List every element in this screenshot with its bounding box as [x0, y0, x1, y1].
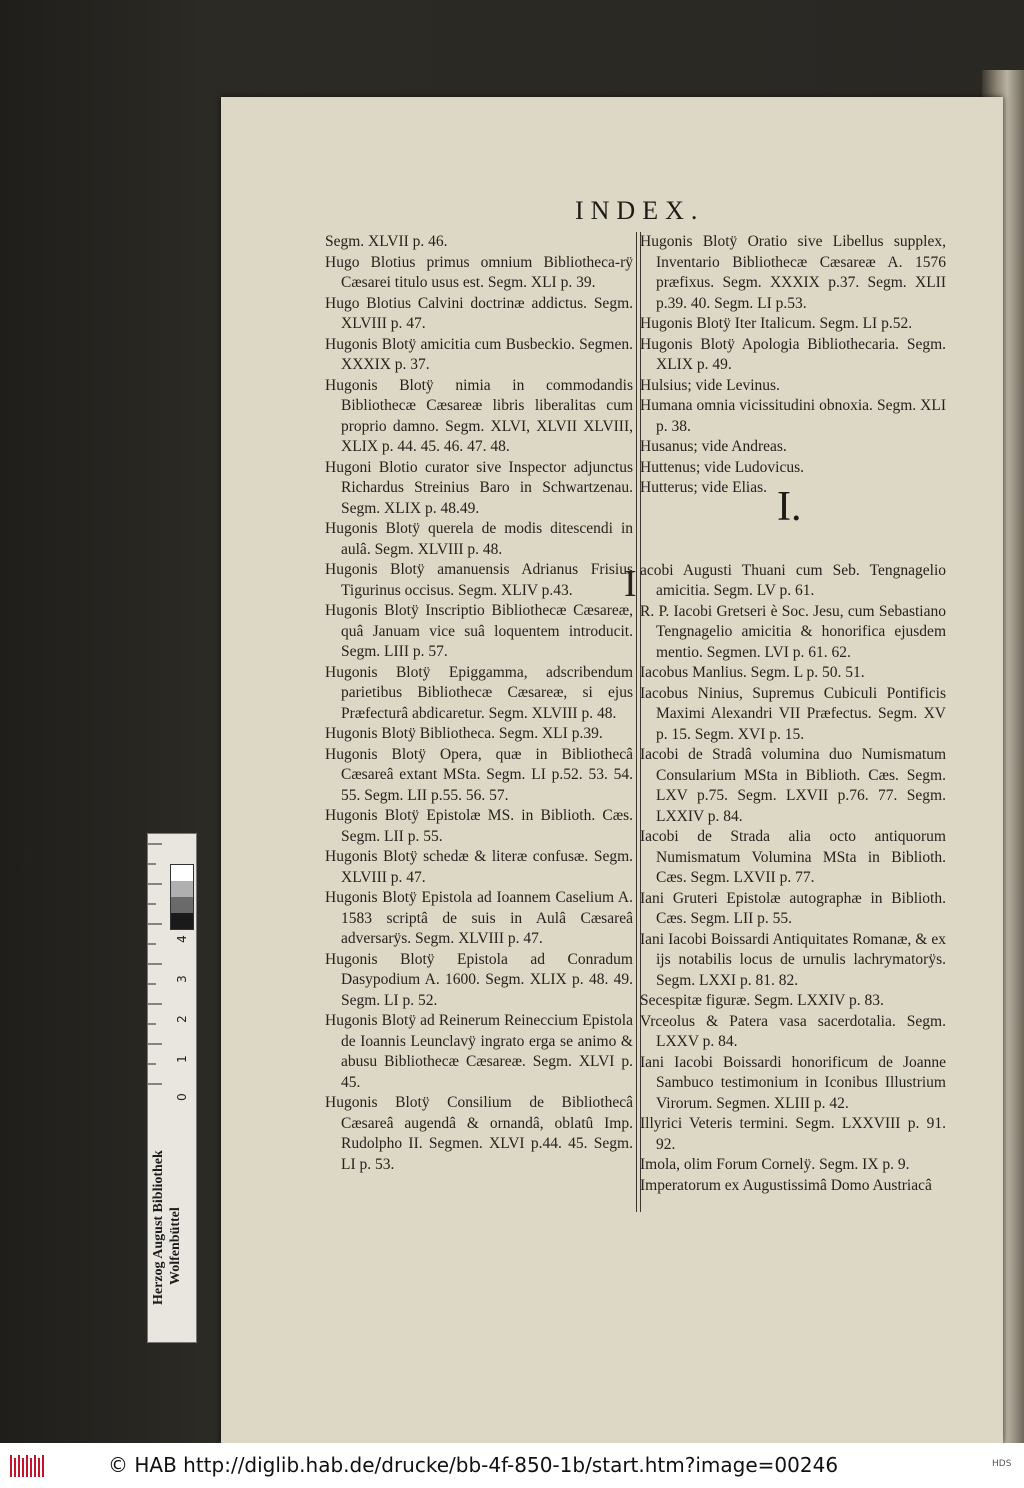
- footer-copyright-url[interactable]: © HAB http://diglib.hab.de/drucke/bb-4f-850-1b/start.htm?image=00246: [108, 1453, 839, 1477]
- index-entry: Hugonis Blotÿ nimia in commodandis Bibliothecæ Cæsareæ libris liberalitas cum proprio damno. Segm. XLVI, XLVII XLVIII, XLIX p. 44. 45. 46. 47. 48.: [325, 376, 633, 455]
- index-entry: Hugonis Blotÿ Epistola ad Ioannem Caselium A. 1583 scriptâ de suis in Aulâ Cæsareâ adversarÿs. Segm. XLVIII p. 47.: [325, 889, 633, 947]
- ruler-number-3: 3: [174, 975, 189, 983]
- ruler-number-4: 4: [174, 935, 189, 943]
- index-entry: Imperatorum ex Augustissimâ Domo Austriacâ: [640, 1176, 932, 1194]
- index-entry: Hulsius; vide Levinus.: [640, 376, 780, 394]
- index-entry: Humana omnia vicissitudini obnoxia. Segm. XLI p. 38.: [640, 397, 946, 435]
- gray-swatch: [170, 864, 194, 930]
- index-entry: Hugonis Blotÿ Consilium de Bibliothecâ Cæsareâ augendâ & ornandâ, oblatû Imp. Rudolpho II. Segmen. XLVI p.44. 45. Segm. LI p. 53.: [325, 1094, 633, 1173]
- index-entry: Iacobi de Strada alia octo antiquorum Numismatum Volumina MSta in Biblioth. Cæs. Segm. LXVII p. 77.: [640, 828, 946, 886]
- index-entry: Iani Gruteri Epistolæ autographæ in Biblioth. Cæs. Segm. LII p. 55.: [640, 889, 946, 927]
- ruler-number-2: 2: [174, 1015, 189, 1023]
- index-entry: Iacobus Manlius. Segm. L p. 50. 51.: [640, 664, 865, 681]
- hab-logo-icon: [8, 1452, 48, 1480]
- index-entry: Hugonis Blotÿ amanuensis Adrianus Frisius Tigurinus occisus. Segm. XLIV p.43.: [325, 561, 633, 599]
- index-entry: Hugonis Blotÿ schedæ & literæ confusæ. Segm. XLVIII p. 47.: [325, 848, 633, 886]
- ruler-number-0: 0: [174, 1093, 189, 1101]
- index-entry: Hutterus; vide Elias.: [640, 479, 767, 496]
- right-column-entries-h: [640, 232, 946, 499]
- index-entry: Hugo Blotius primus omnium Bibliotheca-rÿ Cæsarei titulo usus est. Segm. XLI p. 39.: [325, 253, 633, 291]
- right-column-entries-i: [640, 561, 946, 1197]
- index-entry: Huttenus; vide Ludovicus.: [640, 458, 805, 476]
- index-entry: Hugonis Blotÿ Epiggamma, adscribendum parietibus Bibliothecæ Cæsareæ, si ejus Præfecturâ abdicaretur. Segm. XLVIII p. 48.: [325, 663, 633, 722]
- index-entry: Hugonis Blotÿ Epistola ad Conradum Dasypodium A. 1600. Segm. XLIX p. 48. 49. Segm. LI p. 52.: [325, 950, 633, 1009]
- index-entry: Iacobi de Stradâ volumina duo Numismatum Consularium MSta in Biblioth. Cæs. Segm. LXV p.75. Segm. LXVII p.76. 77. Segm. LXXIV p. 84.: [640, 746, 946, 825]
- left-column: [325, 232, 633, 1175]
- index-entry: Hugo Blotius Calvini doctrinæ addictus. Segm. XLVIII p. 47.: [325, 294, 633, 332]
- swatch-mid: [171, 897, 193, 913]
- institution-line-1: Herzog August Bibliothek: [151, 1150, 166, 1305]
- gray-scale-label: Gray Scale: [20, 812, 33, 872]
- index-entry: Hugonis Blotÿ Epistolæ MS. in Biblioth. Cæs. Segm. LII p. 55.: [325, 807, 633, 845]
- index-entry: R. P. Iacobi Gretseri è Soc. Jesu, cum Sebastiano Tengnagelio amicitia & honorifica ejusdem mentio. Segmen. LVI p. 61. 62.: [640, 602, 946, 661]
- swatch-white: [171, 865, 193, 881]
- index-entry: Illyrici Veteris termini. Segm. LXXVIII p. 91. 92.: [640, 1115, 946, 1153]
- index-entry: Hugonis Blotÿ Inscriptio Bibliothecæ Cæsareæ, quâ Januam vice suâ loquentem introducit. Segm. LIII p. 57.: [325, 602, 633, 660]
- index-entry: Secespitæ figuræ. Segm. LXXIV p. 83.: [640, 992, 884, 1009]
- page-title: INDEX.: [575, 196, 705, 225]
- index-entry: Hugonis Blotÿ ad Reinerum Reineccium Epistola de Ioannis Leunclavÿ ingrato erga se animo & abusu Bibliothecæ Cæsareæ. Segm. XLVI p. 45.: [325, 1012, 633, 1091]
- institution-line-2: Wolfenbüttel: [168, 1207, 183, 1285]
- institution-label: [150, 1150, 184, 1305]
- right-column: [640, 232, 946, 1196]
- index-entry: Vrceolus & Patera vasa sacerdotalia. Segm. LXXV p. 84.: [640, 1012, 946, 1050]
- index-entry: Hugoni Blotio curator sive Inspector adjunctus Richardus Streinius Baro in Schwartzenau. Segm. XLIX p. 48.49.: [325, 458, 633, 517]
- index-entry: Hugonis Blotÿ Apologia Bibliothecaria. Segm. XLIX p. 49.: [640, 335, 946, 373]
- section-letter: I.: [777, 484, 802, 530]
- swatch-dark: [171, 913, 193, 929]
- index-entry: Hugonis Blotÿ Iter Italicum. Segm. LI p.52.: [640, 315, 913, 332]
- index-entry: Imola, olim Forum Cornelÿ. Segm. IX p. 9.: [640, 1156, 910, 1173]
- index-entry: acobi Augusti Thuani cum Seb. Tengnagelio amicitia. Segm. LV p. 61.: [640, 561, 946, 599]
- index-entry: Hugonis Blotÿ Oratio sive Libellus supplex, Inventario Bibliothecæ Cæsareæ A. 1576 præfixus. Segm. XXXIX p.37. Segm. XLII p.39. 40. Segm. LI p.53.: [640, 233, 946, 312]
- index-entry: Hugonis Blotÿ Opera, quæ in Bibliothecâ Cæsareâ extant MSta. Segm. LI p.52. 53. 54. 55. Segm. LII p.55. 56. 57.: [325, 745, 633, 804]
- index-entry: Husanus; vide Andreas.: [640, 438, 787, 455]
- swatch-light: [171, 881, 193, 897]
- index-entry: Iani Iacobi Boissardi Antiquitates Romanæ, & ex ijs notabilis locus de urnulis lachrymatorÿs. Segm. LXXI p. 81. 82.: [640, 930, 946, 989]
- footer-mark: HDS: [992, 1459, 1012, 1469]
- index-entry: Hugonis Blotÿ querela de modis ditescendi in aulâ. Segm. XLVIII p. 48.: [325, 520, 633, 558]
- index-entry: Segm. XLVII p. 46.: [325, 233, 448, 250]
- index-entry: Hugonis Blotÿ Bibliotheca. Segm. XLI p.39.: [325, 725, 603, 742]
- index-entry: Iacobus Ninius, Supremus Cubiculi Pontificis Maximi Alexandri VII Præfectus. Segm. XV p. 15. Segm. XVI p. 15.: [640, 684, 946, 743]
- ruler-number-1: 1: [174, 1055, 189, 1063]
- index-entry: Hugonis Blotÿ amicitia cum Busbeckio. Segmen. XXXIX p. 37.: [325, 335, 633, 373]
- index-entry: Iani Iacobi Boissardi honorificum de Joanne Sambuco testimonium in Iconibus Illustrium Virorum. Segmen. XLIII p. 42.: [640, 1053, 946, 1112]
